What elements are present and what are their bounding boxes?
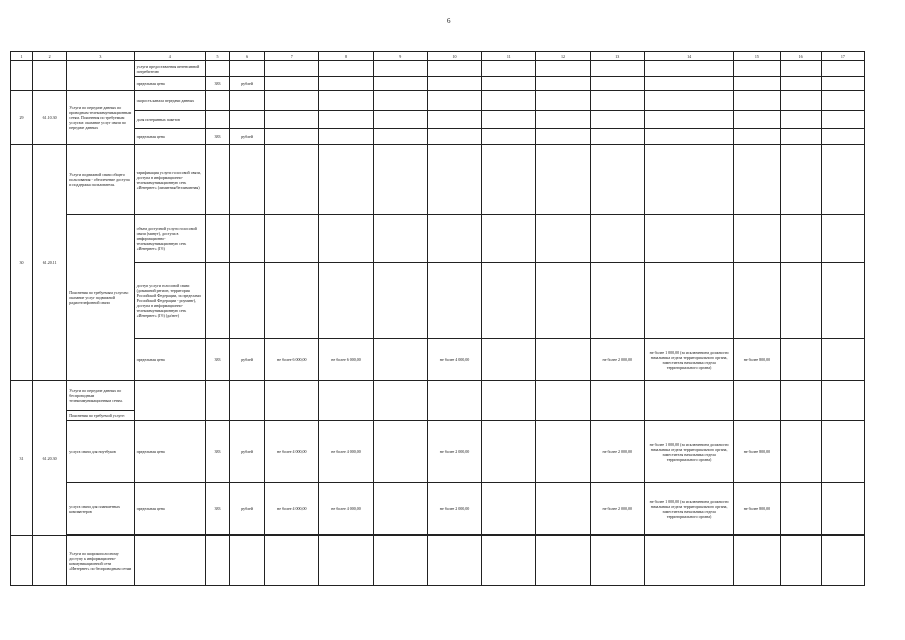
table-row xyxy=(11,215,865,263)
header-cell: 5 xyxy=(205,52,229,61)
okei-code-cell: 383 xyxy=(205,77,229,91)
header-cell: 9 xyxy=(373,52,427,61)
table-row xyxy=(11,536,865,586)
table-row xyxy=(11,129,865,145)
value-cell: не более 4 000,00 xyxy=(319,421,373,483)
value-cell: не более 2 000,00 xyxy=(590,339,644,381)
unit-cell: рублей xyxy=(230,421,265,483)
value-cell: не более 2 000,00 xyxy=(590,483,644,535)
service-explanation-cell: Пояснения по требуемым услугам: оказание услуг подвижной радиотелефонной связи xyxy=(67,215,134,381)
table-row xyxy=(11,483,865,535)
value-cell: не более 2 000,00 xyxy=(427,421,481,483)
param-cell: предельная цена xyxy=(134,339,205,381)
service-name-cell: Услуги по передаче данных по беспроводным телекоммуникационным сетям. xyxy=(67,381,134,411)
table-row xyxy=(11,61,865,77)
value-cell: не более 2 000,00 xyxy=(427,483,481,535)
unit-cell: рублей xyxy=(230,339,265,381)
header-cell: 8 xyxy=(319,52,373,61)
param-cell: доля потерянных пакетов xyxy=(134,111,205,129)
param-cell: предельная цена xyxy=(134,483,205,535)
value-cell: не более 6 000,00 xyxy=(319,339,373,381)
param-cell: предельная цена xyxy=(134,129,205,145)
value-cell: не более 1 000,00 (за исключением должности начальника отдела территориального органа, заместителя начальника отдела территориального органа) xyxy=(644,339,733,381)
row-number-cell: 30 xyxy=(11,145,33,381)
header-cell: 12 xyxy=(536,52,590,61)
header-cell: 3 xyxy=(67,52,134,61)
row-number-cell: 31 xyxy=(11,381,33,536)
okei-code-cell: 383 xyxy=(205,421,229,483)
param-cell: предельная цена xyxy=(134,421,205,483)
param-cell: тарификация услуги голосовой связи, доступа в информационно-телекоммуникационную сеть «Интернет» (лимитная/безлимитная) xyxy=(134,145,205,215)
header-cell: 7 xyxy=(265,52,319,61)
param-cell: скорость канала передачи данных xyxy=(134,91,205,111)
okei-code-cell: 383 xyxy=(205,483,229,535)
table-row xyxy=(11,145,865,215)
service-name-cell: Услуги по передаче данных по проводным телекоммуникационным сетям. Пояснения по требуемым услугам: оказание услуг связи по передаче данных xyxy=(67,91,134,145)
value-cell: не более 1 000,00 (за исключением должности начальника отдела территориального органа, заместителя начальника отдела территориального органа) xyxy=(644,421,733,483)
cell-empty xyxy=(67,61,134,91)
okei-code-cell: 383 xyxy=(205,339,229,381)
header-cell: 17 xyxy=(821,52,864,61)
param-cell: предельная цена xyxy=(134,77,205,91)
value-cell: не более 4 000,00 xyxy=(319,483,373,535)
service-variant-cell: услуга связи для ноутбуков xyxy=(67,421,134,483)
value-cell: не более 4 000,00 xyxy=(265,421,319,483)
table-row xyxy=(11,421,865,483)
param-cell: объем доступной услуги голосовой связи (минут), доступа в информационно-телекоммуникационную сеть «Интернет» (Гб) xyxy=(134,215,205,263)
header-cell: 4 xyxy=(134,52,205,61)
table-row xyxy=(11,339,865,381)
okpd-code-cell: 61.20.30 xyxy=(33,381,67,536)
service-explanation-cell: Пояснения по требуемой услуге: xyxy=(67,411,134,421)
header-row xyxy=(11,52,865,61)
value-cell: не более 2 000,00 xyxy=(590,421,644,483)
table-row xyxy=(11,111,865,129)
okei-code-cell: 383 xyxy=(205,129,229,145)
value-cell: не более 800,00 xyxy=(734,421,780,483)
header-cell: 2 xyxy=(33,52,67,61)
header-cell: 14 xyxy=(644,52,733,61)
header-cell: 6 xyxy=(230,52,265,61)
cell-empty xyxy=(11,61,33,91)
row-number-cell: 29 xyxy=(11,91,33,145)
header-cell: 13 xyxy=(590,52,644,61)
service-variant-cell: услуга связи для планшетных компьютеров xyxy=(67,483,134,535)
unit-cell: рублей xyxy=(230,77,265,91)
table-row xyxy=(11,381,865,411)
value-cell: не более 6 000,00 xyxy=(265,339,319,381)
okpd-code-cell: 61.10.30 xyxy=(33,91,67,145)
requirements-table xyxy=(10,51,865,586)
value-cell: не более 4 000,00 xyxy=(265,483,319,535)
unit-cell: рублей xyxy=(230,483,265,535)
okpd-code-cell: 61.20.11 xyxy=(33,145,67,381)
value-cell: не более 4 000,00 xyxy=(427,339,481,381)
header-cell: 16 xyxy=(780,52,821,61)
header-cell: 10 xyxy=(427,52,481,61)
table-row xyxy=(11,77,865,91)
unit-cell: рублей xyxy=(230,129,265,145)
value-cell: не более 800,00 xyxy=(734,339,780,381)
header-cell: 11 xyxy=(482,52,536,61)
table-row xyxy=(11,263,865,339)
value-cell: не более 1 000,00 (за исключением должности начальника отдела территориального органа, заместителя начальника отдела территориального органа) xyxy=(644,483,733,535)
param-cell: доступ услуги голосовой связи (домашний регион, территория Российской Федерации, за пределами Российской Федерации - роуминг), доступа в информационно-телекоммуникационную сеть «Интернет» (Гб) (да/нет) xyxy=(134,263,205,339)
service-name-cell: Услуги по широкополосному доступу к информационно-коммуникационной сети «Интернет» по беспроводным сетям xyxy=(67,536,134,586)
value-cell: не более 800,00 xyxy=(734,483,780,535)
header-cell: 1 xyxy=(11,52,33,61)
cell-empty xyxy=(33,61,67,91)
header-cell: 15 xyxy=(734,52,780,61)
table-row xyxy=(11,91,865,111)
page-number: 6 xyxy=(447,17,451,25)
service-name-cell: Услуги подвижной связи общего пользования - обеспечение доступа и поддержка пользователя. xyxy=(67,145,134,215)
param-cell: услуги предоставления интенсивной потребителю xyxy=(134,61,205,77)
